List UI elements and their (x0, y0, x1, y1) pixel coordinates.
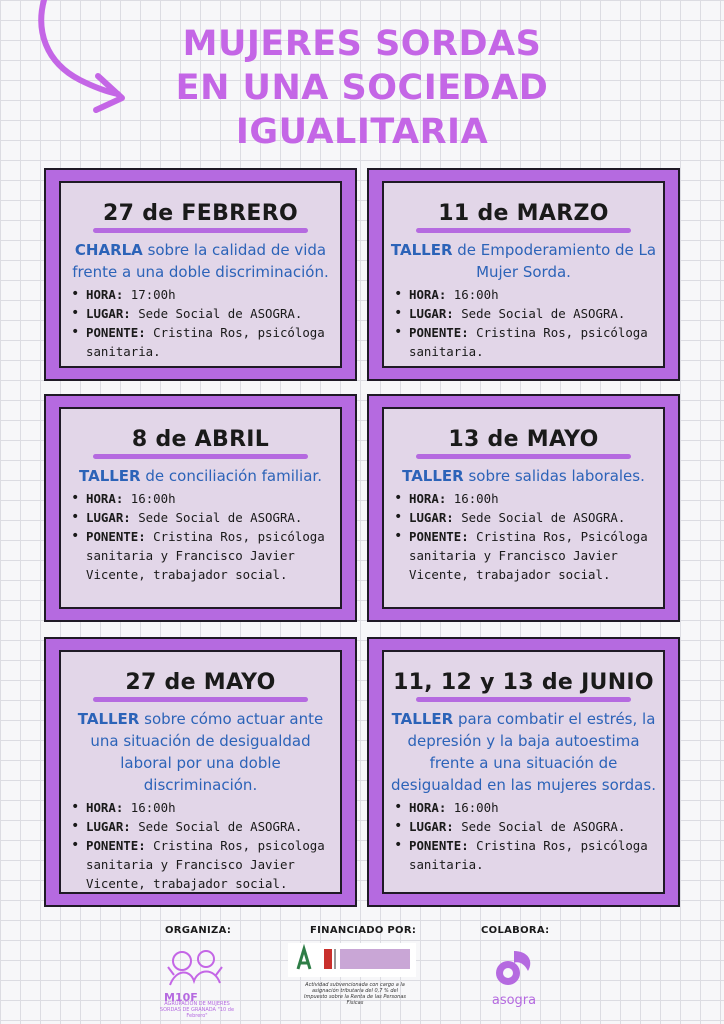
detail-item: • PONENTE: Cristina Ros, psicóloga sanitaria y Francisco Javier Vicente, trabajador social. (69, 527, 340, 584)
event-date: 11, 12 y 13 de JUNIO (384, 670, 663, 700)
date-underline (416, 454, 631, 459)
event-card-4 (367, 394, 680, 622)
date-underline (93, 454, 308, 459)
detail-item: • PONENTE: Cristina Ros, psicóloga sanitaria. (392, 836, 663, 874)
detail-item: • HORA: 16:00h (392, 285, 663, 304)
event-description: TALLER sobre cómo actuar ante una situación de desigualdad laboral por una doble discriminación. (77, 710, 324, 794)
event-description: TALLER de Empoderamiento de La Mujer Sorda. (390, 241, 657, 281)
title-line-1: MUJERES SORDAS (182, 24, 542, 64)
event-description: TALLER para combatir el estrés, la depresión y la baja autoestima frente a una situación de desigualdad en las mujeres sordas. (391, 710, 656, 794)
title-line-3: IGUALITARIA (235, 112, 489, 152)
detail-item: • LUGAR: Sede Social de ASOGRA. (392, 508, 663, 527)
detail-item: • LUGAR: Sede Social de ASOGRA. (69, 304, 340, 323)
event-card-2 (367, 168, 680, 381)
date-underline (416, 228, 631, 233)
event-card-1 (44, 168, 357, 381)
date-underline (93, 697, 308, 702)
detail-item: • LUGAR: Sede Social de ASOGRA. (69, 817, 340, 836)
detail-item: • HORA: 17:00h (69, 285, 340, 304)
m10f-logo-icon (160, 945, 230, 1005)
event-card-5 (44, 637, 357, 907)
m10f-logo-caption: AGRUPACIÓN DE MUJERES SORDAS DE GRANADA "10 de Febrero" (159, 1001, 235, 1019)
detail-item: • PONENTE: Cristina Ros, psicóloga sanitaria. (392, 323, 663, 361)
event-card-inner (382, 407, 665, 609)
event-description: TALLER sobre salidas laborales. (402, 467, 645, 485)
colabora-label: COLABORA: (481, 925, 550, 936)
event-date: 11 de MARZO (384, 201, 663, 231)
event-details (392, 798, 663, 874)
event-card-3 (44, 394, 357, 622)
event-date: 13 de MAYO (384, 427, 663, 457)
detail-item: • HORA: 16:00h (392, 798, 663, 817)
event-card-inner (59, 407, 342, 609)
event-description: CHARLA sobre la calidad de vida frente a una doble discriminación. (72, 241, 329, 281)
event-details (392, 285, 663, 361)
financiado-label: FINANCIADO POR: (310, 925, 417, 936)
event-date: 8 de ABRIL (61, 427, 340, 457)
curved-arrow-icon (0, 0, 140, 120)
detail-item: • HORA: 16:00h (392, 489, 663, 508)
detail-item: • PONENTE: Cristina Ros, psicologa sanitaria y Francisco Javier Vicente, trabajador social. (69, 836, 340, 893)
title-line-2: EN UNA SOCIEDAD (175, 68, 549, 108)
event-card-inner (59, 181, 342, 368)
event-date: 27 de FEBRERO (61, 201, 340, 231)
event-details (69, 798, 340, 893)
detail-item: • HORA: 16:00h (69, 798, 340, 817)
date-underline (416, 697, 631, 702)
detail-item: • PONENTE: Cristina Ros, psicóloga sanitaria. (69, 323, 340, 361)
detail-item: • PONENTE: Cristina Ros, Psicóloga sanitaria y Francisco Javier Vicente, trabajador social. (392, 527, 663, 584)
page-title (150, 22, 574, 154)
event-description: TALLER de conciliación familiar. (79, 467, 322, 485)
financiado-note: Actividad subvencionada con cargo a la asignación tributaria del 0,7 % del Impuesto sobre la Renta de las Personas Físicas (303, 982, 407, 1006)
event-card-inner (382, 650, 665, 894)
svg-text:M10F: M10F (164, 991, 198, 1004)
sponsors-footer (0, 925, 724, 1024)
event-details (69, 489, 340, 584)
organiza-label: ORGANIZA: (165, 925, 232, 936)
event-date: 27 de MAYO (61, 670, 340, 700)
event-card-6 (367, 637, 680, 907)
asogra-logo-icon (484, 945, 542, 993)
asogra-logo-text: asogra (491, 993, 537, 1008)
detail-item: • LUGAR: Sede Social de ASOGRA. (392, 304, 663, 323)
date-underline (93, 228, 308, 233)
event-card-inner (59, 650, 342, 894)
event-card-inner (382, 181, 665, 368)
detail-item: • LUGAR: Sede Social de ASOGRA. (392, 817, 663, 836)
detail-item: • HORA: 16:00h (69, 489, 340, 508)
event-details (392, 489, 663, 584)
detail-item: • LUGAR: Sede Social de ASOGRA. (69, 508, 340, 527)
event-details (69, 285, 340, 361)
government-logos-icon (288, 943, 416, 977)
